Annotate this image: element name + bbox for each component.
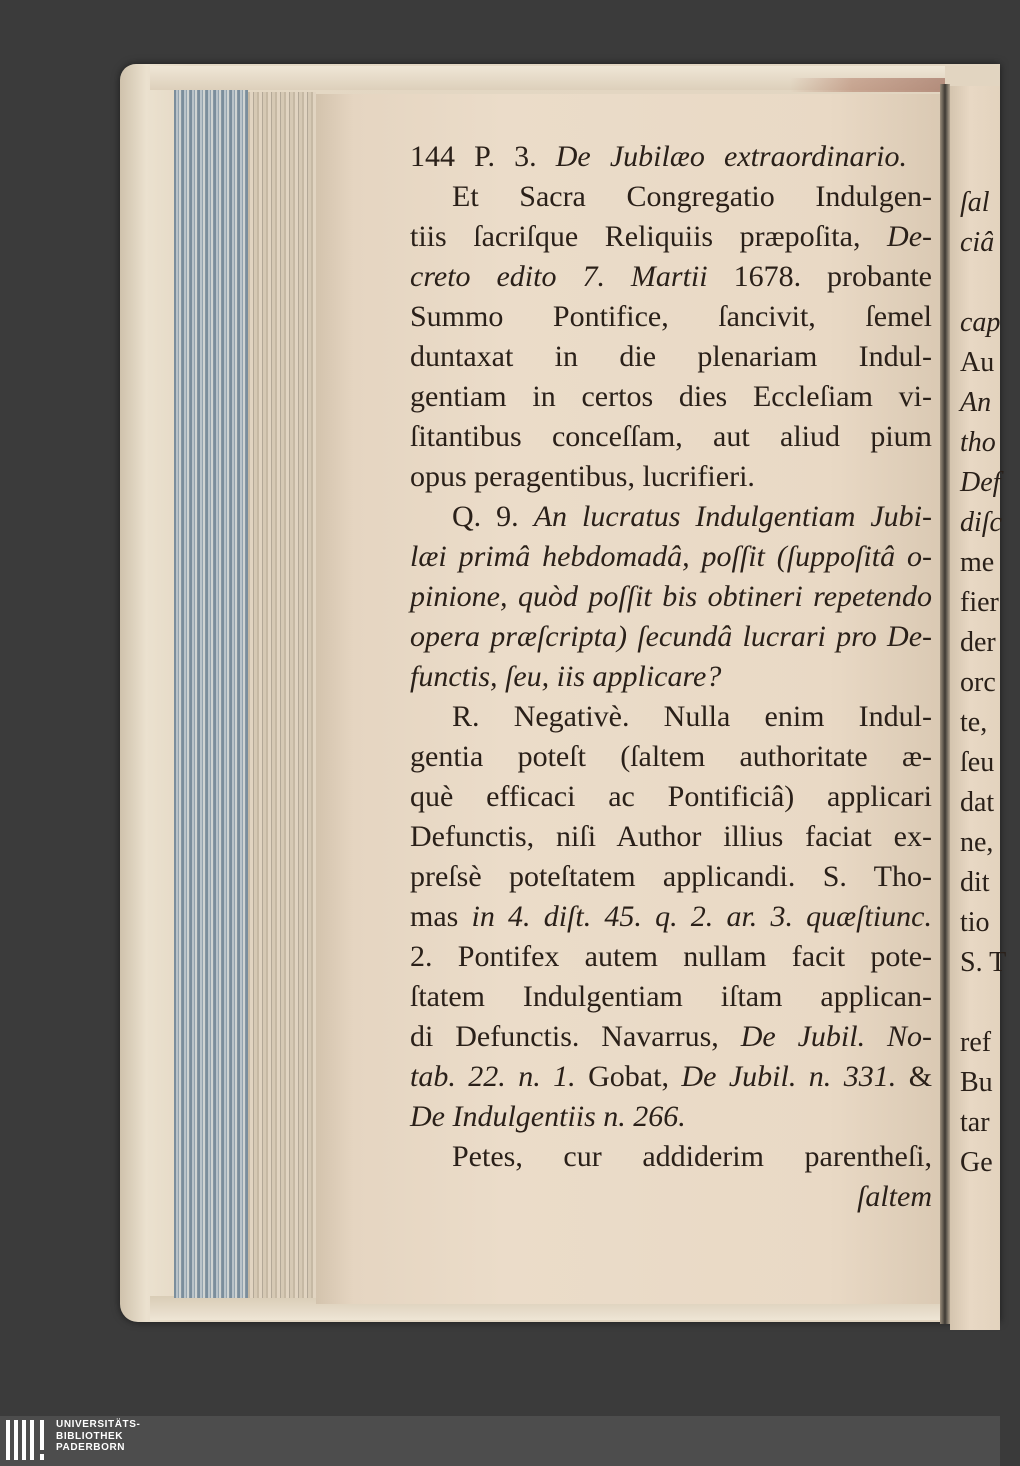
text-segment: læi primâ hebdomadâ, poſſit (ſuppoſitâ o- bbox=[410, 540, 932, 573]
text-segment: Gobat, bbox=[588, 1060, 669, 1093]
library-logo-icon bbox=[6, 1420, 52, 1460]
page-number: 144 bbox=[410, 140, 455, 173]
text-line bbox=[410, 857, 932, 897]
text-line bbox=[410, 257, 932, 297]
text-segment: & bbox=[908, 1060, 933, 1093]
facing-fragment: dit bbox=[960, 867, 990, 898]
text-segment: Et Sacra Congregatio Indulgen- bbox=[452, 180, 932, 213]
facing-fragment: me bbox=[960, 547, 995, 578]
text-segment: duntaxat in die plenariam Indul- bbox=[410, 340, 932, 373]
logo-dot bbox=[40, 1454, 44, 1460]
page-block-edge-blue bbox=[174, 90, 248, 1298]
text-line bbox=[410, 177, 932, 217]
text-line bbox=[410, 897, 932, 937]
text-segment: mas bbox=[410, 900, 459, 933]
text-line bbox=[410, 617, 932, 657]
page-block-edge bbox=[248, 92, 316, 1298]
logo-bar bbox=[22, 1420, 26, 1460]
text-line bbox=[410, 777, 932, 817]
library-footer bbox=[0, 1416, 1000, 1466]
facing-page bbox=[950, 86, 1007, 1330]
line-gap bbox=[960, 983, 1020, 1023]
text-segment: pinione, quòd poſſit bis obtineri repetendo bbox=[410, 580, 932, 613]
text-segment: Petes, cur addiderim parentheſi, bbox=[452, 1140, 932, 1173]
facing-fragment: Ge bbox=[960, 1147, 993, 1178]
facing-fragment: ne, bbox=[960, 827, 994, 858]
facing-fragment: ref bbox=[960, 1027, 992, 1058]
text-segment: An lucratus Indulgentiam Jubi- bbox=[533, 500, 933, 533]
part-number: P. 3. bbox=[474, 140, 537, 173]
facing-fragment: fier bbox=[960, 587, 999, 618]
text-line bbox=[410, 817, 932, 857]
facing-fragment: ciâ bbox=[960, 227, 995, 258]
text-line bbox=[410, 977, 932, 1017]
facing-fragment: S. T bbox=[960, 947, 1007, 978]
logo-bar bbox=[40, 1420, 44, 1450]
facing-fragment: te, bbox=[960, 707, 988, 738]
logo-line: PADERBORN bbox=[56, 1442, 126, 1453]
text-segment: tiis ſacriſque Reliquiis præpoſita, bbox=[410, 220, 861, 253]
text-segment: gentia poteſt (ſaltem authoritate æ- bbox=[410, 740, 932, 773]
text-segment: opera præſcripta) ſecundâ lucrari pro De- bbox=[410, 620, 932, 653]
running-title: De Jubilæo extraordinario. bbox=[555, 140, 908, 173]
text-segment: De Jubil. No- bbox=[740, 1020, 932, 1053]
text-line bbox=[410, 377, 932, 417]
answer-line bbox=[410, 697, 932, 737]
logo-bar bbox=[14, 1420, 18, 1460]
facing-page-text bbox=[960, 183, 1020, 1183]
text-segment: gentiam in certos dies Eccleſiam vi- bbox=[410, 380, 932, 413]
text-segment: De- bbox=[887, 220, 933, 253]
text-line bbox=[410, 297, 932, 337]
facing-fragment: diſc bbox=[960, 507, 1002, 538]
catchword-text: ſaltem bbox=[857, 1180, 932, 1213]
text-line bbox=[410, 1057, 932, 1097]
text-segment: què efficaci ac Pontificiâ) applicari bbox=[410, 780, 932, 813]
text-segment: R. Negativè. Nulla enim Indul- bbox=[452, 700, 932, 733]
text-segment: tab. 22. n. 1. bbox=[410, 1060, 576, 1093]
text-line bbox=[410, 937, 932, 977]
text-line bbox=[410, 577, 932, 617]
text-segment: Defunctis, niſi Author illius faciat ex- bbox=[410, 820, 932, 853]
text-segment: De Jubil. n. 331. bbox=[681, 1060, 897, 1093]
text-line bbox=[410, 1137, 932, 1177]
text-line bbox=[410, 1097, 932, 1137]
text-line bbox=[410, 417, 932, 457]
facing-fragment: orc bbox=[960, 667, 996, 698]
text-segment: in 4. diſt. 45. q. 2. ar. 3. quæſtiunc. bbox=[471, 900, 932, 933]
logo-bar bbox=[30, 1420, 34, 1460]
text-line bbox=[410, 737, 932, 777]
facing-fragment: tho bbox=[960, 427, 996, 458]
text-line bbox=[410, 1017, 932, 1057]
facing-fragment: dat bbox=[960, 787, 995, 818]
text-line bbox=[410, 457, 932, 497]
text-segment: 2. Pontifex autem nullam facit pote- bbox=[410, 940, 932, 973]
facing-fragment: tio bbox=[960, 907, 990, 938]
logo-line: BIBLIOTHEK bbox=[56, 1430, 124, 1442]
text-line bbox=[410, 337, 932, 377]
text-segment: De Indulgentiis n. 266. bbox=[410, 1100, 686, 1133]
text-line bbox=[410, 657, 932, 697]
text-segment: functis, ſeu, iis applicare? bbox=[410, 660, 722, 693]
text-segment: Summo Pontifice, ſancivit, ſemel bbox=[410, 300, 932, 333]
facing-fragment: ſal bbox=[960, 187, 990, 218]
library-logo-text bbox=[56, 1419, 140, 1454]
text-segment: 1678. probante bbox=[733, 260, 932, 293]
facing-fragment: Def bbox=[960, 467, 1001, 498]
page-edge-stain bbox=[790, 78, 945, 92]
facing-fragment: tar bbox=[960, 1107, 990, 1138]
facing-fragment: Au bbox=[960, 347, 995, 378]
catchword bbox=[410, 1177, 932, 1217]
line-gap bbox=[960, 263, 1020, 303]
question-number: Q. 9. bbox=[452, 500, 519, 533]
logo-line: UNIVERSITÄTS- bbox=[56, 1419, 141, 1430]
text-segment: opus peragentibus, lucrifieri. bbox=[410, 460, 755, 493]
text-line bbox=[410, 217, 932, 257]
text-segment: di Defunctis. Navarrus, bbox=[410, 1020, 719, 1053]
facing-fragment: cap bbox=[960, 307, 1001, 338]
facing-fragment: An bbox=[960, 387, 992, 418]
facing-fragment: Bu bbox=[960, 1067, 993, 1098]
text-segment: creto edito 7. Martii bbox=[410, 260, 708, 293]
question-line bbox=[410, 497, 932, 537]
gutter-shadow bbox=[940, 84, 950, 1324]
facing-fragment: der bbox=[960, 627, 996, 658]
logo-bar bbox=[6, 1420, 10, 1460]
text-segment: ſtatem Indulgentiam iſtam applican- bbox=[410, 980, 932, 1013]
running-header bbox=[410, 137, 907, 177]
text-segment: ſitantibus conceſſam, aut aliud pium bbox=[410, 420, 932, 453]
page-text bbox=[410, 137, 932, 1217]
facing-fragment: ſeu bbox=[960, 747, 995, 778]
text-segment: preſsè poteſtatem applicandi. S. Tho- bbox=[410, 860, 932, 893]
text-line bbox=[410, 537, 932, 577]
